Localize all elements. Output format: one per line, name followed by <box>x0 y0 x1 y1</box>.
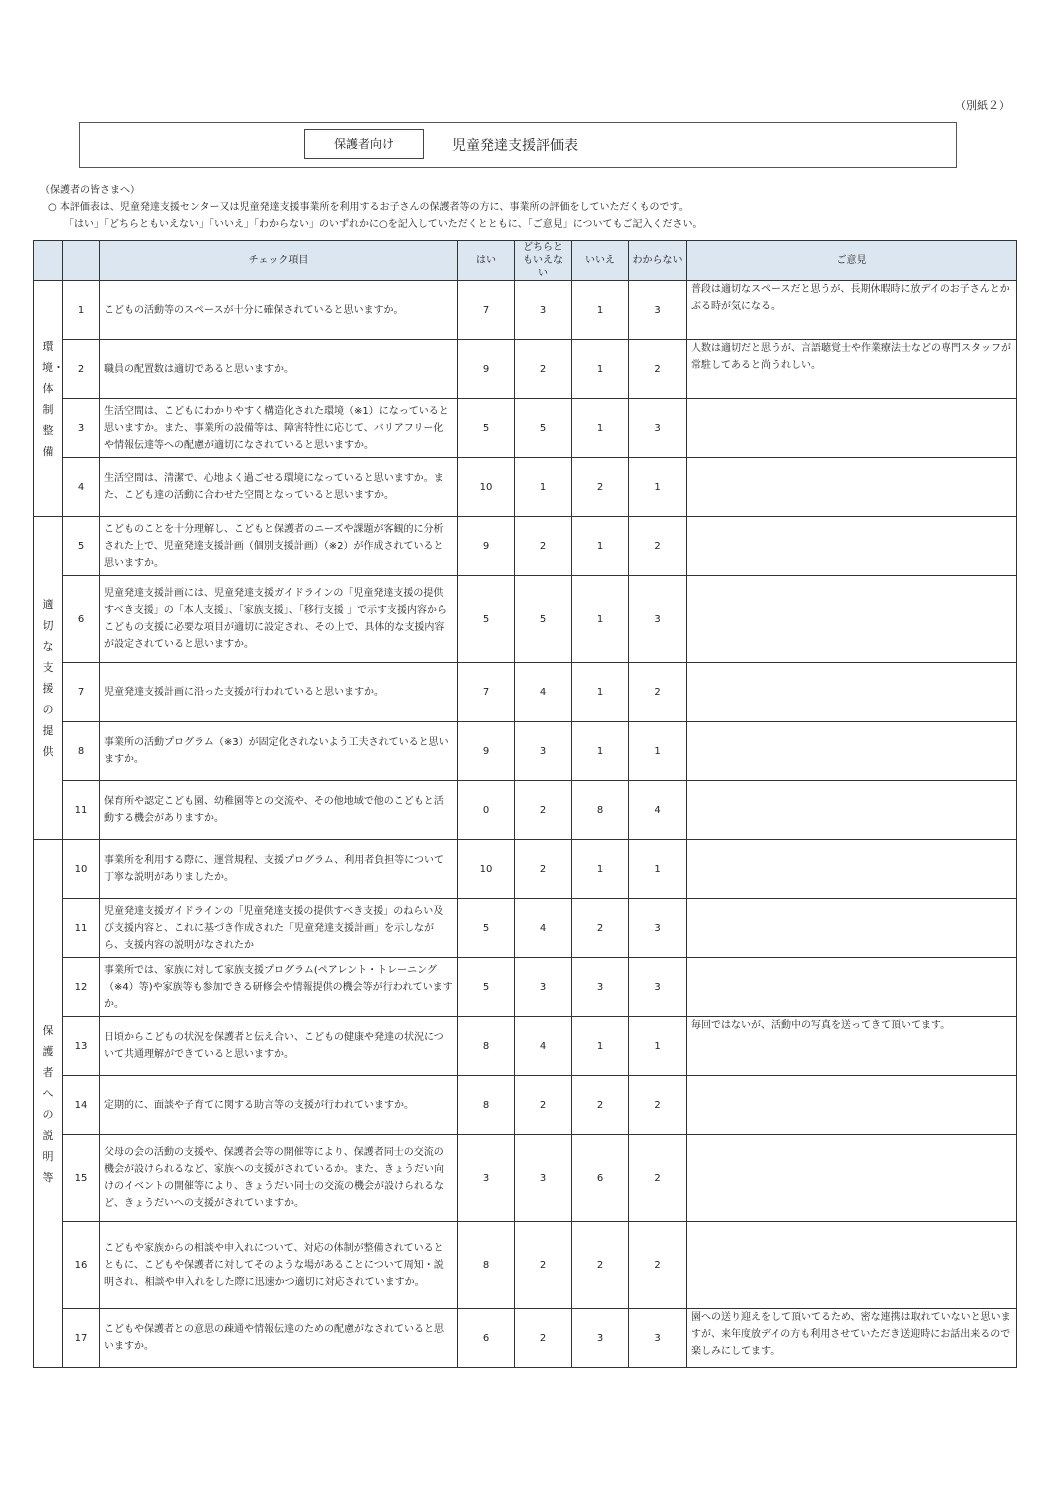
table-row <box>34 1017 1017 1076</box>
check-item-text: 保育所や認定こども園、幼稚園等との交流や、その他地域で他のこどもと活動する機会がありますか。 <box>100 781 458 840</box>
table-row <box>34 958 1017 1017</box>
no-count: 1 <box>572 281 629 340</box>
opinion-text <box>687 840 1017 899</box>
neither-count: 5 <box>515 576 572 663</box>
yes-count: 5 <box>458 899 515 958</box>
neither-count: 2 <box>515 840 572 899</box>
unknown-count: 2 <box>629 1222 687 1309</box>
unknown-count: 3 <box>629 281 687 340</box>
opinion-text <box>687 517 1017 576</box>
table-row <box>34 840 1017 899</box>
check-item-text: 児童発達支援計画に沿った支援が行われていると思いますか。 <box>100 663 458 722</box>
item-number: 8 <box>63 722 100 781</box>
unknown-count: 3 <box>629 576 687 663</box>
no-count: 2 <box>572 1076 629 1135</box>
opinion-text <box>687 1135 1017 1222</box>
yes-count: 7 <box>458 663 515 722</box>
no-count: 8 <box>572 781 629 840</box>
no-count: 1 <box>572 517 629 576</box>
table-header-row <box>34 241 1017 281</box>
yes-count: 9 <box>458 517 515 576</box>
no-count: 2 <box>572 458 629 517</box>
table-body <box>34 281 1017 1368</box>
unknown-count: 1 <box>629 840 687 899</box>
header-opinion: ご意見 <box>687 241 1017 281</box>
opinion-text <box>687 899 1017 958</box>
neither-count: 2 <box>515 1076 572 1135</box>
opinion-text: 毎回ではないが、活動中の写真を送ってきて頂いてます。 <box>687 1017 1017 1076</box>
item-number: 4 <box>63 458 100 517</box>
table-row <box>34 458 1017 517</box>
check-item-text: こどもや家族からの相談や申入れについて、対応の体制が整備されているとともに、こどもや保護者に対してそのような場があることについて周知・説明され、相談や申入れをした際に迅速かつ適切に対応されていますか。 <box>100 1222 458 1309</box>
check-item-text: 定期的に、面談や子育てに関する助言等の支援が行われていますか。 <box>100 1076 458 1135</box>
check-item-text: 日頃からこどもの状況を保護者と伝え合い、こどもの健康や発達の状況について共通理解ができていると思いますか。 <box>100 1017 458 1076</box>
neither-count: 4 <box>515 899 572 958</box>
neither-count: 2 <box>515 517 572 576</box>
item-number: 17 <box>63 1309 100 1368</box>
header-number <box>63 241 100 281</box>
item-number: 1 <box>63 281 100 340</box>
item-number: 2 <box>63 340 100 399</box>
opinion-text <box>687 958 1017 1017</box>
neither-count: 3 <box>515 722 572 781</box>
opinion-text <box>687 458 1017 517</box>
table-row <box>34 781 1017 840</box>
neither-count: 3 <box>515 958 572 1017</box>
check-item-text: 生活空間は、清潔で、心地よく過ごせる環境になっていると思いますか。また、こども達の活動に合わせた空間となっていると思いますか。 <box>100 458 458 517</box>
table-row <box>34 899 1017 958</box>
item-number: 3 <box>63 399 100 458</box>
opinion-text: 普段は適切なスペースだと思うが、長期休暇時に放デイのお子さんとかぶる時が気になる。 <box>687 281 1017 340</box>
no-count: 3 <box>572 1309 629 1368</box>
yes-count: 5 <box>458 399 515 458</box>
no-count: 2 <box>572 1222 629 1309</box>
header-yes: はい <box>458 241 515 281</box>
table-row <box>34 1135 1017 1222</box>
intro-salutation: （保護者の皆さまへ） <box>40 185 140 196</box>
unknown-count: 3 <box>629 958 687 1017</box>
check-item-text: こどもや保護者との意思の疎通や情報伝達のための配慮がなされていると思いますか。 <box>100 1309 458 1368</box>
item-number: 6 <box>63 576 100 663</box>
neither-count: 3 <box>515 281 572 340</box>
yes-count: 7 <box>458 281 515 340</box>
unknown-count: 2 <box>629 1135 687 1222</box>
header-unknown: わからない <box>629 241 687 281</box>
no-count: 2 <box>572 899 629 958</box>
item-number: 7 <box>63 663 100 722</box>
yes-count: 8 <box>458 1076 515 1135</box>
check-item-text: こどものことを十分理解し、こどもと保護者のニーズや課題が客観的に分析された上で、児童発達支援計画（個別支援計画）（※2）が作成されていると思いますか。 <box>100 517 458 576</box>
title-box <box>79 122 957 168</box>
category-label: 適切な支援の提供 <box>42 598 54 758</box>
no-count: 1 <box>572 1017 629 1076</box>
yes-count: 8 <box>458 1017 515 1076</box>
opinion-text: 園への送り迎えをして頂いてるため、密な連携は取れていないと思いますが、来年度放デイの方も利用させていただき送迎時にお話出来るので楽しみにしてます。 <box>687 1309 1017 1368</box>
unknown-count: 2 <box>629 1076 687 1135</box>
unknown-count: 4 <box>629 781 687 840</box>
yes-count: 10 <box>458 840 515 899</box>
neither-count: 1 <box>515 458 572 517</box>
yes-count: 3 <box>458 1135 515 1222</box>
category-cell <box>34 840 63 1368</box>
yes-count: 9 <box>458 340 515 399</box>
table-row <box>34 281 1017 340</box>
check-item-text: 事業所を利用する際に、運営規程、支援プログラム、利用者負担等について丁寧な説明がありましたか。 <box>100 840 458 899</box>
unknown-count: 3 <box>629 899 687 958</box>
item-number: 10 <box>63 840 100 899</box>
item-number: 12 <box>63 958 100 1017</box>
yes-count: 6 <box>458 1309 515 1368</box>
no-count: 1 <box>572 663 629 722</box>
no-count: 1 <box>572 340 629 399</box>
item-number: 16 <box>63 1222 100 1309</box>
no-count: 1 <box>572 399 629 458</box>
annex-label: （別紙２） <box>955 99 1010 112</box>
audience-badge: 保護者向け <box>304 129 424 159</box>
check-item-text: こどもの活動等のスペースが十分に確保されていると思いますか。 <box>100 281 458 340</box>
opinion-text <box>687 722 1017 781</box>
table-row <box>34 340 1017 399</box>
neither-count: 2 <box>515 1309 572 1368</box>
unknown-count: 1 <box>629 458 687 517</box>
item-number: 13 <box>63 1017 100 1076</box>
intro-line-1: ○ 本評価表は、児童発達支援センター又は児童発達支援事業所を利用するお子さんの保護者等の方に、事業所の評価をしていただくものです。 <box>48 202 689 213</box>
neither-count: 4 <box>515 663 572 722</box>
unknown-count: 2 <box>629 517 687 576</box>
opinion-text <box>687 399 1017 458</box>
unknown-count: 3 <box>629 1309 687 1368</box>
header-neither: どちらともいえない <box>515 241 572 281</box>
check-item-text: 児童発達支援計画には、児童発達支援ガイドラインの「児童発達支援の提供すべき支援」の「本人支援」、「家族支援」、「移行支援 」で示す支援内容からこどもの支援に必要な項目が適切に設定され、その上で、具体的な支援内容が設定されていると思いますか。 <box>100 576 458 663</box>
category-label: 保護者への説明等 <box>42 1023 54 1184</box>
check-item-text: 父母の会の活動の支援や、保護者会等の開催等により、保護者同士の交流の機会が設けられるなど、家族への支援がされているか。また、きょうだい向けのイベントの開催等により、きょうだい同士の交流の機会が設けられるなど、きょうだいへの支援がされていますか。 <box>100 1135 458 1222</box>
no-count: 1 <box>572 840 629 899</box>
neither-count: 5 <box>515 399 572 458</box>
table-row <box>34 722 1017 781</box>
opinion-text <box>687 781 1017 840</box>
check-item-text: 児童発達支援ガイドラインの「児童発達支援の提供すべき支援」のねらい及び支援内容と、これに基づき作成された「児童発達支援計画」を示しながら、支援内容の説明がなされたか <box>100 899 458 958</box>
yes-count: 8 <box>458 1222 515 1309</box>
unknown-count: 2 <box>629 340 687 399</box>
evaluation-table <box>33 240 1017 1368</box>
item-number: 14 <box>63 1076 100 1135</box>
yes-count: 0 <box>458 781 515 840</box>
table-row <box>34 663 1017 722</box>
neither-count: 2 <box>515 340 572 399</box>
header-check-item: チェック項目 <box>100 241 458 281</box>
table-row <box>34 399 1017 458</box>
opinion-text: 人数は適切だと思うが、言語聴覚士や作業療法士などの専門スタッフが常駐してあると尚うれしい。 <box>687 340 1017 399</box>
check-item-text: 事業所の活動プログラム（※3）が固定化されないよう工夫されていると思いますか。 <box>100 722 458 781</box>
yes-count: 5 <box>458 576 515 663</box>
no-count: 3 <box>572 958 629 1017</box>
category-cell <box>34 517 63 840</box>
header-category <box>34 241 63 281</box>
check-item-text: 生活空間は、こどもにわかりやすく構造化された環境（※1）になっていると思いますか。また、事業所の設備等は、障害特性に応じて、バリアフリー化や情報伝達等への配慮が適切になされていると思いますか。 <box>100 399 458 458</box>
neither-count: 4 <box>515 1017 572 1076</box>
table-row <box>34 1309 1017 1368</box>
item-number: 15 <box>63 1135 100 1222</box>
opinion-text <box>687 663 1017 722</box>
yes-count: 10 <box>458 458 515 517</box>
unknown-count: 1 <box>629 722 687 781</box>
category-label: 環境・体制整備 <box>42 339 64 458</box>
unknown-count: 1 <box>629 1017 687 1076</box>
neither-count: 3 <box>515 1135 572 1222</box>
table-row <box>34 517 1017 576</box>
no-count: 6 <box>572 1135 629 1222</box>
table-row <box>34 1076 1017 1135</box>
unknown-count: 3 <box>629 399 687 458</box>
opinion-text <box>687 1222 1017 1309</box>
no-count: 1 <box>572 576 629 663</box>
neither-count: 2 <box>515 1222 572 1309</box>
unknown-count: 2 <box>629 663 687 722</box>
check-item-text: 職員の配置数は適切であると思いますか。 <box>100 340 458 399</box>
opinion-text <box>687 1076 1017 1135</box>
item-number: 11 <box>63 781 100 840</box>
document-title: 児童発達支援評価表 <box>452 138 578 154</box>
opinion-text <box>687 576 1017 663</box>
item-number: 5 <box>63 517 100 576</box>
no-count: 1 <box>572 722 629 781</box>
neither-count: 2 <box>515 781 572 840</box>
yes-count: 5 <box>458 958 515 1017</box>
intro-line-2: 「はい」「どちらともいえない」「いいえ」「わからない」のいずれかに○を記入していただくとともに、「ご意見」についてもご記入ください。 <box>64 219 703 230</box>
category-cell <box>34 281 63 517</box>
table-row <box>34 576 1017 663</box>
yes-count: 9 <box>458 722 515 781</box>
item-number: 11 <box>63 899 100 958</box>
table-row <box>34 1222 1017 1309</box>
check-item-text: 事業所では、家族に対して家族支援プログラム(ペアレント・トレーニング（※4）等)や家族等も参加できる研修会や情報提供の機会等が行われていますか。 <box>100 958 458 1017</box>
header-no: いいえ <box>572 241 629 281</box>
